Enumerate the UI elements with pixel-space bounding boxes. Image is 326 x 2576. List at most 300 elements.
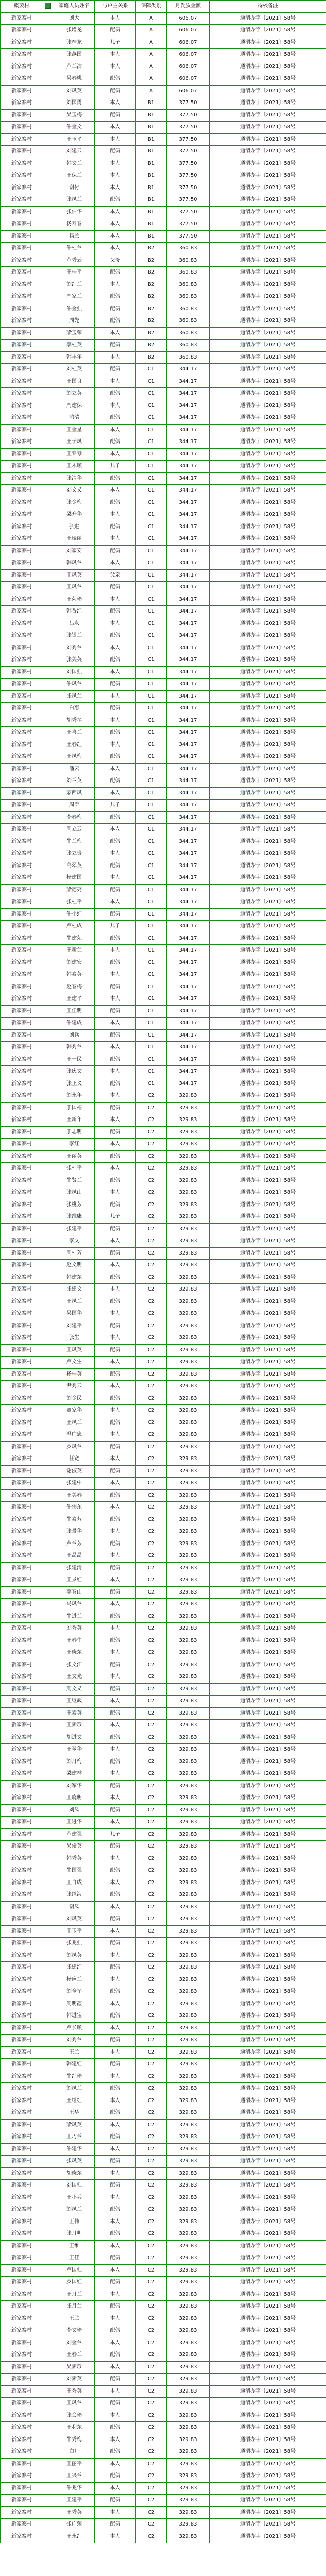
cell-empty[interactable] bbox=[43, 1357, 54, 1369]
cell-empty[interactable] bbox=[43, 860, 54, 872]
cell-relation[interactable]: 配偶 bbox=[95, 1465, 136, 1478]
cell-category[interactable]: C1 bbox=[136, 775, 167, 788]
cell-note[interactable]: 通渭办字〔2021〕58号 bbox=[210, 679, 326, 691]
cell-relation[interactable]: 本人 bbox=[95, 1114, 136, 1127]
cell-amount[interactable]: 344.17 bbox=[167, 364, 210, 376]
cell-empty[interactable] bbox=[43, 412, 54, 425]
cell-name[interactable]: 张建中 bbox=[54, 1478, 95, 1490]
cell-name[interactable]: 刘凤英 bbox=[54, 1913, 95, 1926]
cell-amount[interactable]: 360.83 bbox=[167, 340, 210, 352]
cell-note[interactable]: 通渭办字〔2021〕58号 bbox=[210, 908, 326, 921]
table-row[interactable] bbox=[1, 364, 326, 376]
cell-name[interactable]: 牛兆华 bbox=[54, 2482, 95, 2495]
cell-name[interactable]: 张增龙 bbox=[54, 25, 95, 37]
cell-village[interactable]: 新家寨村 bbox=[1, 1526, 43, 1538]
cell-amount[interactable]: 377.50 bbox=[167, 133, 210, 146]
cell-name[interactable]: 王凤梅 bbox=[54, 751, 95, 764]
cell-category[interactable]: C2 bbox=[136, 2119, 167, 2131]
cell-relation[interactable]: 配偶 bbox=[95, 1272, 136, 1284]
cell-name[interactable]: 王翠华 bbox=[54, 1744, 95, 1756]
cell-relation[interactable]: 配偶 bbox=[95, 2083, 136, 2095]
cell-amount[interactable]: 344.17 bbox=[167, 1054, 210, 1066]
cell-empty[interactable] bbox=[43, 1272, 54, 1284]
cell-amount[interactable]: 329.83 bbox=[167, 1707, 210, 1720]
cell-empty[interactable] bbox=[43, 2046, 54, 2059]
table-row[interactable] bbox=[1, 1272, 326, 1284]
cell-village[interactable]: 新家寨村 bbox=[1, 2240, 43, 2252]
table-row[interactable] bbox=[1, 1841, 326, 1853]
table-row[interactable] bbox=[1, 787, 326, 800]
cell-village[interactable]: 新家寨村 bbox=[1, 1889, 43, 1902]
cell-village[interactable]: 新家寨村 bbox=[1, 654, 43, 667]
table-row[interactable] bbox=[1, 25, 326, 37]
cell-category[interactable]: A bbox=[136, 85, 167, 97]
cell-amount[interactable]: 329.83 bbox=[167, 2180, 210, 2192]
cell-name[interactable]: 吴国华 bbox=[54, 1308, 95, 1320]
cell-empty[interactable] bbox=[43, 557, 54, 570]
cell-name[interactable]: 张维康 bbox=[54, 1211, 95, 1224]
cell-category[interactable]: C1 bbox=[136, 388, 167, 400]
cell-empty[interactable] bbox=[43, 1877, 54, 1889]
cell-name[interactable]: 张进 bbox=[54, 521, 95, 533]
cell-amount[interactable]: 329.83 bbox=[167, 2313, 210, 2325]
cell-amount[interactable]: 606.07 bbox=[167, 61, 210, 73]
cell-village[interactable]: 新家寨村 bbox=[1, 2107, 43, 2120]
cell-note[interactable]: 通渭办字〔2021〕58号 bbox=[210, 739, 326, 751]
table-row[interactable] bbox=[1, 1744, 326, 1756]
cell-empty[interactable] bbox=[43, 497, 54, 509]
cell-category[interactable]: C2 bbox=[136, 2240, 167, 2252]
cell-name[interactable]: 王子凤 bbox=[54, 436, 95, 449]
table-row[interactable] bbox=[1, 727, 326, 739]
cell-village[interactable]: 新家寨村 bbox=[1, 400, 43, 412]
cell-empty[interactable] bbox=[43, 993, 54, 1006]
cell-note[interactable]: 通渭办字〔2021〕58号 bbox=[210, 1998, 326, 2010]
cell-category[interactable]: C2 bbox=[136, 1913, 167, 1926]
cell-relation[interactable]: 配偶 bbox=[95, 703, 136, 715]
cell-relation[interactable]: 本人 bbox=[95, 49, 136, 61]
cell-village[interactable]: 新家寨村 bbox=[1, 2325, 43, 2337]
cell-note[interactable]: 通渭办字〔2021〕58号 bbox=[210, 1925, 326, 1938]
cell-relation[interactable]: 父母 bbox=[95, 255, 136, 267]
cell-category[interactable]: C2 bbox=[136, 2204, 167, 2216]
cell-empty[interactable] bbox=[43, 436, 54, 449]
cell-category[interactable]: B2 bbox=[136, 327, 167, 340]
table-row[interactable] bbox=[1, 1853, 326, 1865]
cell-name[interactable]: 韩凤兰 bbox=[54, 557, 95, 570]
header-relation[interactable]: 与户主关系 bbox=[95, 1, 136, 13]
cell-amount[interactable]: 329.83 bbox=[167, 1574, 210, 1587]
table-row[interactable] bbox=[1, 351, 326, 364]
cell-amount[interactable]: 360.83 bbox=[167, 279, 210, 291]
cell-amount[interactable]: 344.17 bbox=[167, 376, 210, 388]
cell-amount[interactable]: 329.83 bbox=[167, 1913, 210, 1926]
table-row[interactable] bbox=[1, 1429, 326, 1442]
cell-category[interactable]: C1 bbox=[136, 1042, 167, 1054]
table-row[interactable] bbox=[1, 1078, 326, 1090]
cell-village[interactable]: 新家寨村 bbox=[1, 340, 43, 352]
cell-category[interactable]: C2 bbox=[136, 1696, 167, 1708]
cell-relation[interactable]: 配偶 bbox=[95, 2252, 136, 2265]
cell-note[interactable]: 通渭办字〔2021〕58号 bbox=[210, 194, 326, 207]
cell-amount[interactable]: 329.83 bbox=[167, 1247, 210, 1260]
cell-category[interactable]: C1 bbox=[136, 461, 167, 473]
cell-category[interactable]: C2 bbox=[136, 2398, 167, 2410]
table-row[interactable] bbox=[1, 2035, 326, 2047]
cell-relation[interactable]: 本人 bbox=[95, 1429, 136, 1442]
cell-note[interactable]: 通渭办字〔2021〕58号 bbox=[210, 1453, 326, 1466]
cell-village[interactable]: 新家寨村 bbox=[1, 848, 43, 860]
cell-category[interactable]: C2 bbox=[136, 1320, 167, 1332]
cell-category[interactable]: C1 bbox=[136, 582, 167, 594]
cell-amount[interactable]: 329.83 bbox=[167, 2519, 210, 2531]
table-row[interactable] bbox=[1, 679, 326, 691]
cell-category[interactable]: C2 bbox=[136, 2506, 167, 2519]
header-village[interactable]: 概要村 bbox=[1, 1, 43, 13]
cell-village[interactable]: 新家寨村 bbox=[1, 2289, 43, 2301]
cell-empty[interactable] bbox=[43, 1865, 54, 1877]
cell-name[interactable]: 刘凤兰 bbox=[54, 2083, 95, 2095]
cell-relation[interactable]: 本人 bbox=[95, 2289, 136, 2301]
cell-category[interactable]: C2 bbox=[136, 1938, 167, 1950]
cell-relation[interactable]: 本人 bbox=[95, 1260, 136, 1272]
table-row[interactable] bbox=[1, 327, 326, 340]
cell-amount[interactable]: 329.83 bbox=[167, 2458, 210, 2470]
cell-relation[interactable]: 本人 bbox=[95, 1671, 136, 1684]
cell-village[interactable]: 新家寨村 bbox=[1, 1465, 43, 1478]
table-row[interactable] bbox=[1, 1223, 326, 1235]
cell-name[interactable]: 张伯华 bbox=[54, 206, 95, 218]
table-row[interactable] bbox=[1, 2119, 326, 2131]
cell-empty[interactable] bbox=[43, 1260, 54, 1272]
cell-village[interactable]: 新家寨村 bbox=[1, 1235, 43, 1248]
cell-empty[interactable] bbox=[43, 2240, 54, 2252]
cell-relation[interactable]: 配偶 bbox=[95, 1102, 136, 1114]
cell-empty[interactable] bbox=[43, 1502, 54, 1514]
table-row[interactable] bbox=[1, 2156, 326, 2168]
cell-name[interactable]: 韩秀兰 bbox=[54, 1042, 95, 1054]
cell-name[interactable]: 刘全军 bbox=[54, 1986, 95, 1998]
cell-empty[interactable] bbox=[43, 2434, 54, 2446]
cell-name[interactable]: 韩文兰 bbox=[54, 158, 95, 170]
table-row[interactable] bbox=[1, 2519, 326, 2531]
cell-amount[interactable]: 329.83 bbox=[167, 1586, 210, 1599]
table-row[interactable] bbox=[1, 2434, 326, 2446]
cell-amount[interactable]: 344.17 bbox=[167, 679, 210, 691]
cell-name[interactable]: 杨桂英 bbox=[54, 1368, 95, 1381]
table-row[interactable] bbox=[1, 2313, 326, 2325]
table-row[interactable] bbox=[1, 1102, 326, 1114]
cell-empty[interactable] bbox=[43, 2228, 54, 2241]
cell-name[interactable]: 王凤兰 bbox=[54, 1296, 95, 1308]
cell-category[interactable]: B1 bbox=[136, 218, 167, 231]
cell-village[interactable]: 新家寨村 bbox=[1, 2349, 43, 2362]
cell-village[interactable]: 新家寨村 bbox=[1, 1938, 43, 1950]
cell-relation[interactable]: 本人 bbox=[95, 1284, 136, 1296]
cell-amount[interactable]: 344.17 bbox=[167, 569, 210, 582]
cell-category[interactable]: C2 bbox=[136, 2156, 167, 2168]
cell-relation[interactable]: 配偶 bbox=[95, 582, 136, 594]
table-row[interactable] bbox=[1, 763, 326, 775]
cell-amount[interactable]: 329.83 bbox=[167, 1393, 210, 1405]
cell-empty[interactable] bbox=[43, 654, 54, 667]
cell-category[interactable]: C2 bbox=[136, 2349, 167, 2362]
cell-category[interactable]: C2 bbox=[136, 1889, 167, 1902]
table-row[interactable] bbox=[1, 569, 326, 582]
cell-name[interactable]: 王兰 bbox=[54, 2313, 95, 2325]
cell-note[interactable]: 通渭办字〔2021〕58号 bbox=[210, 1029, 326, 1042]
cell-relation[interactable]: 本人 bbox=[95, 2216, 136, 2228]
cell-name[interactable]: 王金星 bbox=[54, 424, 95, 436]
cell-empty[interactable] bbox=[43, 1235, 54, 1248]
cell-note[interactable]: 通渭办字〔2021〕58号 bbox=[210, 2240, 326, 2252]
cell-village[interactable]: 新家寨村 bbox=[1, 945, 43, 957]
cell-amount[interactable]: 329.83 bbox=[167, 1720, 210, 1732]
cell-relation[interactable]: 本人 bbox=[95, 1925, 136, 1938]
cell-empty[interactable] bbox=[43, 2519, 54, 2531]
cell-note[interactable]: 通渭办字〔2021〕58号 bbox=[210, 811, 326, 824]
cell-village[interactable]: 新家寨村 bbox=[1, 485, 43, 497]
table-row[interactable] bbox=[1, 1381, 326, 1393]
cell-category[interactable]: C2 bbox=[136, 2337, 167, 2349]
cell-category[interactable]: C2 bbox=[136, 2325, 167, 2337]
cell-relation[interactable]: 本人 bbox=[95, 2022, 136, 2035]
cell-name[interactable]: 王晓明 bbox=[54, 1792, 95, 1805]
cell-village[interactable]: 新家寨村 bbox=[1, 1804, 43, 1817]
cell-note[interactable]: 通渭办字〔2021〕58号 bbox=[210, 1562, 326, 1574]
cell-amount[interactable]: 329.83 bbox=[167, 1828, 210, 1841]
table-row[interactable] bbox=[1, 1175, 326, 1187]
cell-village[interactable]: 新家寨村 bbox=[1, 1126, 43, 1139]
cell-note[interactable]: 通渭办字〔2021〕58号 bbox=[210, 388, 326, 400]
cell-village[interactable]: 新家寨村 bbox=[1, 291, 43, 303]
table-row[interactable] bbox=[1, 1889, 326, 1902]
cell-name[interactable]: 王一民 bbox=[54, 1054, 95, 1066]
cell-village[interactable]: 新家寨村 bbox=[1, 2010, 43, 2023]
cell-note[interactable]: 通渭办字〔2021〕58号 bbox=[210, 206, 326, 218]
cell-amount[interactable]: 329.83 bbox=[167, 2506, 210, 2519]
table-row[interactable] bbox=[1, 1054, 326, 1066]
cell-empty[interactable] bbox=[43, 969, 54, 981]
cell-category[interactable]: C2 bbox=[136, 2495, 167, 2507]
cell-empty[interactable] bbox=[43, 1683, 54, 1696]
cell-amount[interactable]: 329.83 bbox=[167, 2143, 210, 2156]
cell-empty[interactable] bbox=[43, 2035, 54, 2047]
cell-category[interactable]: B2 bbox=[136, 267, 167, 279]
table-row[interactable] bbox=[1, 2180, 326, 2192]
cell-amount[interactable]: 329.83 bbox=[167, 1925, 210, 1938]
cell-village[interactable]: 新家寨村 bbox=[1, 2506, 43, 2519]
cell-note[interactable]: 通渭办字〔2021〕58号 bbox=[210, 763, 326, 775]
cell-empty[interactable] bbox=[43, 1284, 54, 1296]
cell-village[interactable]: 新家寨村 bbox=[1, 315, 43, 328]
cell-note[interactable]: 通渭办字〔2021〕58号 bbox=[210, 690, 326, 703]
table-row[interactable] bbox=[1, 1344, 326, 1357]
cell-amount[interactable]: 329.83 bbox=[167, 2374, 210, 2386]
cell-amount[interactable]: 329.83 bbox=[167, 2434, 210, 2446]
cell-amount[interactable]: 329.83 bbox=[167, 1211, 210, 1224]
cell-note[interactable]: 通渭办字〔2021〕58号 bbox=[210, 1550, 326, 1563]
cell-category[interactable]: C1 bbox=[136, 666, 167, 679]
cell-amount[interactable]: 329.83 bbox=[167, 1260, 210, 1272]
table-row[interactable] bbox=[1, 2482, 326, 2495]
cell-category[interactable]: C2 bbox=[136, 1163, 167, 1175]
cell-amount[interactable]: 344.17 bbox=[167, 739, 210, 751]
cell-category[interactable]: C2 bbox=[136, 2482, 167, 2495]
cell-relation[interactable]: 本人 bbox=[95, 1623, 136, 1635]
cell-category[interactable]: B2 bbox=[136, 255, 167, 267]
cell-empty[interactable] bbox=[43, 2107, 54, 2120]
table-row[interactable] bbox=[1, 1139, 326, 1151]
cell-village[interactable]: 新家寨村 bbox=[1, 2374, 43, 2386]
cell-note[interactable]: 通渭办字〔2021〕58号 bbox=[210, 2458, 326, 2470]
cell-note[interactable]: 通渭办字〔2021〕58号 bbox=[210, 933, 326, 945]
cell-relation[interactable]: 配偶 bbox=[95, 1296, 136, 1308]
cell-empty[interactable] bbox=[43, 400, 54, 412]
table-row[interactable] bbox=[1, 2361, 326, 2374]
cell-amount[interactable]: 344.17 bbox=[167, 763, 210, 775]
cell-empty[interactable] bbox=[43, 122, 54, 134]
cell-category[interactable]: C2 bbox=[136, 1090, 167, 1103]
cell-note[interactable]: 通渭办字〔2021〕58号 bbox=[210, 1150, 326, 1163]
cell-amount[interactable]: 329.83 bbox=[167, 1502, 210, 1514]
cell-note[interactable]: 通渭办字〔2021〕58号 bbox=[210, 896, 326, 909]
cell-note[interactable]: 通渭办字〔2021〕58号 bbox=[210, 315, 326, 328]
cell-category[interactable]: C2 bbox=[136, 1211, 167, 1224]
cell-note[interactable]: 通渭办字〔2021〕58号 bbox=[210, 2022, 326, 2035]
cell-relation[interactable]: 本人 bbox=[95, 1187, 136, 1199]
cell-empty[interactable] bbox=[43, 85, 54, 97]
cell-village[interactable]: 新家寨村 bbox=[1, 1284, 43, 1296]
cell-relation[interactable]: 配偶 bbox=[95, 2398, 136, 2410]
cell-category[interactable]: A bbox=[136, 37, 167, 49]
cell-empty[interactable] bbox=[43, 2167, 54, 2180]
cell-category[interactable]: C1 bbox=[136, 472, 167, 485]
cell-name[interactable]: 吴玉梅 bbox=[54, 109, 95, 122]
cell-note[interactable]: 通渭办字〔2021〕58号 bbox=[210, 1332, 326, 1345]
cell-amount[interactable]: 377.50 bbox=[167, 122, 210, 134]
cell-amount[interactable]: 606.07 bbox=[167, 37, 210, 49]
cell-relation[interactable]: 配偶 bbox=[95, 2204, 136, 2216]
cell-empty[interactable] bbox=[43, 158, 54, 170]
cell-relation[interactable]: 本人 bbox=[95, 618, 136, 630]
table-row[interactable] bbox=[1, 1199, 326, 1211]
cell-amount[interactable]: 344.17 bbox=[167, 412, 210, 425]
cell-category[interactable]: C1 bbox=[136, 412, 167, 425]
cell-relation[interactable]: 配偶 bbox=[95, 1562, 136, 1574]
cell-name[interactable]: 王建平 bbox=[54, 2495, 95, 2507]
cell-village[interactable]: 新家寨村 bbox=[1, 727, 43, 739]
cell-category[interactable]: C2 bbox=[136, 1962, 167, 1974]
cell-name[interactable]: 张文江 bbox=[54, 1659, 95, 1671]
cell-amount[interactable]: 344.17 bbox=[167, 1042, 210, 1054]
cell-empty[interactable] bbox=[43, 1889, 54, 1902]
cell-village[interactable]: 新家寨村 bbox=[1, 1792, 43, 1805]
cell-empty[interactable] bbox=[43, 1841, 54, 1853]
cell-village[interactable]: 新家寨村 bbox=[1, 763, 43, 775]
table-row[interactable] bbox=[1, 2071, 326, 2083]
cell-village[interactable]: 新家寨村 bbox=[1, 1865, 43, 1877]
cell-name[interactable]: 李文珍 bbox=[54, 2325, 95, 2337]
cell-empty[interactable] bbox=[43, 1696, 54, 1708]
cell-note[interactable]: 通渭办字〔2021〕58号 bbox=[210, 557, 326, 570]
cell-name[interactable]: 赵文明 bbox=[54, 1260, 95, 1272]
table-row[interactable] bbox=[1, 133, 326, 146]
cell-amount[interactable]: 344.17 bbox=[167, 872, 210, 885]
cell-empty[interactable] bbox=[43, 2374, 54, 2386]
cell-relation[interactable]: 本人 bbox=[95, 1381, 136, 1393]
cell-note[interactable]: 通渭办字〔2021〕58号 bbox=[210, 1647, 326, 1659]
cell-note[interactable]: 通渭办字〔2021〕58号 bbox=[210, 2107, 326, 2120]
cell-village[interactable]: 新家寨村 bbox=[1, 1478, 43, 1490]
cell-category[interactable]: C1 bbox=[136, 1029, 167, 1042]
table-row[interactable] bbox=[1, 2398, 326, 2410]
table-row[interactable] bbox=[1, 1150, 326, 1163]
cell-village[interactable]: 新家寨村 bbox=[1, 1272, 43, 1284]
cell-village[interactable]: 新家寨村 bbox=[1, 1574, 43, 1587]
cell-category[interactable]: C2 bbox=[136, 2422, 167, 2434]
table-row[interactable] bbox=[1, 218, 326, 231]
cell-village[interactable]: 新家寨村 bbox=[1, 2482, 43, 2495]
cell-note[interactable]: 通渭办字〔2021〕58号 bbox=[210, 2519, 326, 2531]
cell-empty[interactable] bbox=[43, 1417, 54, 1429]
cell-name[interactable]: 刘凤 bbox=[54, 1804, 95, 1817]
cell-relation[interactable]: 本人 bbox=[95, 2095, 136, 2107]
cell-note[interactable]: 通渭办字〔2021〕58号 bbox=[210, 2228, 326, 2241]
cell-name[interactable]: 王凤兰 bbox=[54, 1417, 95, 1429]
cell-category[interactable]: B2 bbox=[136, 291, 167, 303]
cell-category[interactable]: C2 bbox=[136, 1514, 167, 1526]
cell-relation[interactable]: 本人 bbox=[95, 1357, 136, 1369]
cell-empty[interactable] bbox=[43, 472, 54, 485]
cell-empty[interactable] bbox=[43, 2059, 54, 2071]
cell-name[interactable]: 王春生 bbox=[54, 1635, 95, 1647]
cell-relation[interactable]: 配偶 bbox=[95, 291, 136, 303]
cell-empty[interactable] bbox=[43, 1078, 54, 1090]
cell-category[interactable]: C2 bbox=[136, 1308, 167, 1320]
cell-relation[interactable]: 本人 bbox=[95, 170, 136, 182]
cell-amount[interactable]: 329.83 bbox=[167, 1877, 210, 1889]
cell-empty[interactable] bbox=[43, 921, 54, 933]
cell-amount[interactable]: 329.83 bbox=[167, 1417, 210, 1429]
cell-amount[interactable]: 329.83 bbox=[167, 1441, 210, 1453]
cell-name[interactable]: 张景华 bbox=[54, 1526, 95, 1538]
cell-name[interactable]: 刘秀兰 bbox=[54, 2035, 95, 2047]
cell-empty[interactable] bbox=[43, 2131, 54, 2144]
cell-note[interactable]: 通渭办字〔2021〕58号 bbox=[210, 800, 326, 812]
cell-relation[interactable]: 配偶 bbox=[95, 1538, 136, 1550]
cell-empty[interactable] bbox=[43, 73, 54, 86]
cell-category[interactable]: C2 bbox=[136, 1429, 167, 1442]
cell-village[interactable]: 新家寨村 bbox=[1, 230, 43, 243]
table-row[interactable] bbox=[1, 1611, 326, 1623]
cell-village[interactable]: 新家寨村 bbox=[1, 303, 43, 315]
cell-note[interactable]: 通渭办字〔2021〕58号 bbox=[210, 97, 326, 110]
cell-note[interactable]: 通渭办字〔2021〕58号 bbox=[210, 170, 326, 182]
cell-name[interactable]: 杨应兰 bbox=[54, 1974, 95, 1986]
cell-name[interactable]: 卢长顺 bbox=[54, 2022, 95, 2035]
cell-note[interactable]: 通渭办字〔2021〕58号 bbox=[210, 2470, 326, 2483]
table-row[interactable] bbox=[1, 2337, 326, 2349]
cell-empty[interactable] bbox=[43, 1211, 54, 1224]
cell-relation[interactable]: 配偶 bbox=[95, 497, 136, 509]
cell-amount[interactable]: 344.17 bbox=[167, 969, 210, 981]
cell-note[interactable]: 通渭办字〔2021〕58号 bbox=[210, 1974, 326, 1986]
cell-name[interactable]: 张桃芳 bbox=[54, 1199, 95, 1211]
cell-name[interactable]: 王佳明 bbox=[54, 1005, 95, 1018]
cell-empty[interactable] bbox=[43, 642, 54, 654]
cell-village[interactable]: 新家寨村 bbox=[1, 2398, 43, 2410]
